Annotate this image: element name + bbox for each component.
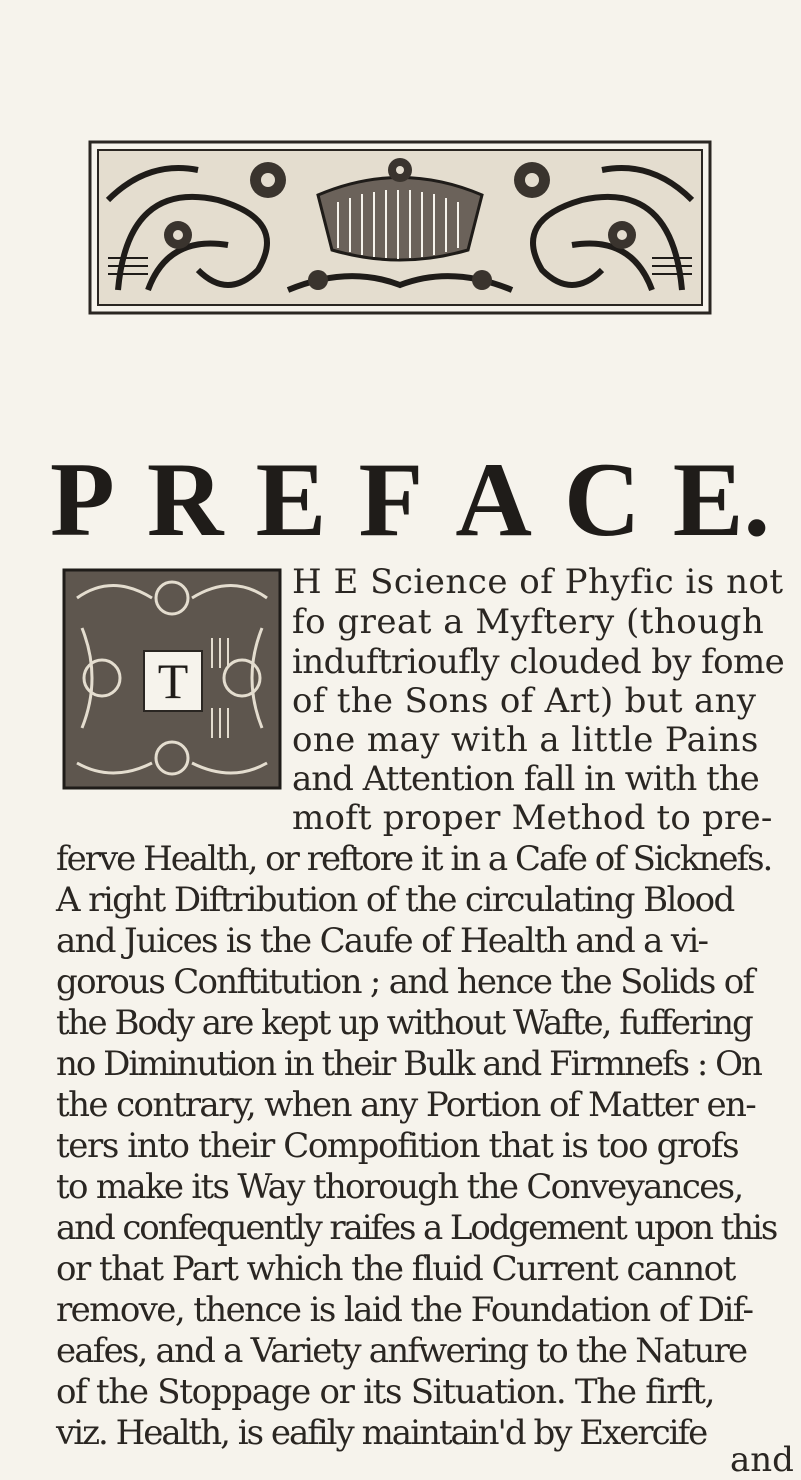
text-line: and confequently raifes a Lodgement upon this (56, 1208, 777, 1248)
floral-headpiece (88, 140, 712, 315)
text-line: viz. Health, is eafily maintain'd by Exercife (56, 1413, 707, 1453)
text-line: ters into their Compofition that is too grofs (56, 1126, 739, 1166)
title-letter: P (50, 441, 115, 558)
text-line: fo great a Myftery (though (292, 602, 765, 642)
text-line: gorous Conftitution ; and hence the Solids of (56, 962, 754, 1002)
text-line: and Juices is the Caufe of Health and a vi- (56, 921, 708, 961)
text-line: the Body are kept up without Wafte, fuffering (56, 1003, 752, 1043)
text-line: induftrioufly clouded by fome (292, 642, 785, 682)
title-letter: C (564, 441, 641, 558)
title-letter: E (255, 441, 327, 558)
text-line: remove, thence is laid the Foundation of Dif- (56, 1290, 753, 1330)
page-title (50, 441, 770, 558)
title-letter: F (358, 441, 424, 558)
catchword: and (730, 1440, 794, 1480)
initial-letter: T (143, 650, 203, 712)
text-line: and Attention fall in with the (292, 759, 759, 799)
title-letter: R (146, 441, 224, 558)
text-line: to make its Way thorough the Conveyances, (56, 1167, 743, 1207)
text-line: A right Diftribution of the circulating Blood (56, 880, 734, 920)
text-line: of the Sons of Art) but any (292, 681, 757, 721)
text-line: H E Science of Phyfic is not (292, 562, 784, 602)
text-line: eafes, and a Variety anfwering to the Nature (56, 1331, 747, 1371)
decorated-initial-frame (62, 568, 282, 790)
title-letter: A (455, 441, 532, 558)
text-line: or that Part which the fluid Current cannot (56, 1249, 735, 1289)
title-letter: E. (672, 441, 770, 558)
text-line: the contrary, when any Portion of Matter en- (56, 1085, 756, 1125)
text-line: of the Stoppage or its Situation. The firft, (56, 1372, 715, 1412)
text-line: no Diminution in their Bulk and Firmnefs : On (56, 1044, 761, 1084)
text-line: one may with a little Pains (292, 720, 759, 760)
text-line: moft proper Method to pre- (292, 798, 773, 838)
text-line: ferve Health, or reftore it in a Cafe of Sicknefs. (56, 839, 772, 879)
